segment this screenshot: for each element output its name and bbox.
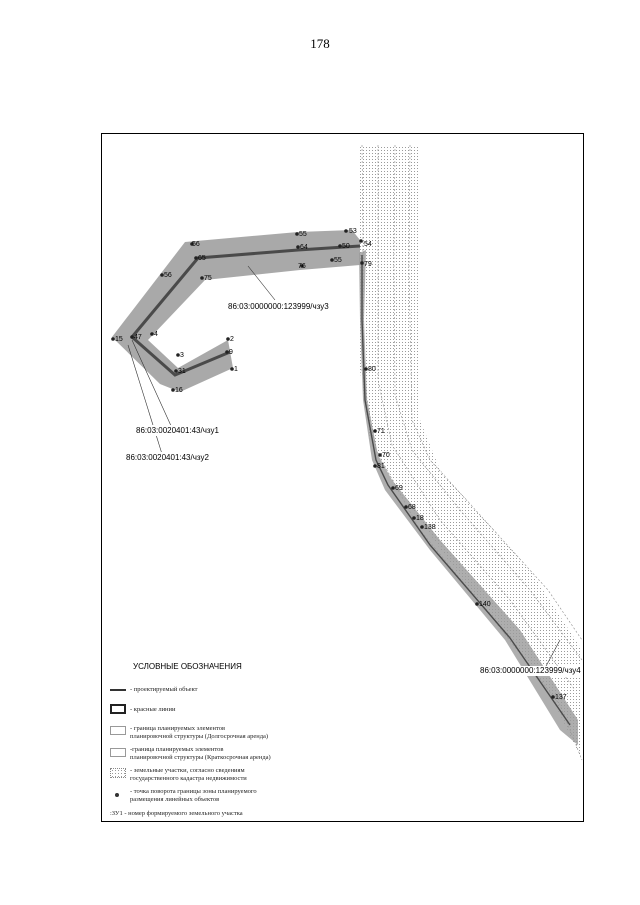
- point-label: 137: [555, 694, 567, 701]
- point-label: 2: [230, 336, 234, 343]
- parcel-label-chzu2: 86:03:0020401:43/чзу2: [126, 453, 209, 462]
- legend-title: УСЛОВНЫЕ ОБОЗНАЧЕНИЯ: [133, 662, 242, 671]
- point-label: 138: [424, 524, 436, 531]
- point-label: 71: [377, 428, 385, 435]
- legend-swatch-turning-point: [115, 793, 119, 797]
- point-label: 4: [154, 331, 158, 338]
- point-label: 50: [342, 243, 350, 250]
- point-label: 140: [479, 601, 491, 608]
- legend-text-turning-point: - точка поворота границы зоны планируемого размещения линейных объектов: [130, 788, 257, 803]
- legend-text-cadastral: - земельные участки, согласно сведениям государственного кадастра недвижимости: [130, 767, 247, 782]
- legend-swatch-long-term: [110, 726, 126, 735]
- point-label: 79: [364, 261, 372, 268]
- point-label: 80: [368, 366, 376, 373]
- point-label: 69: [395, 485, 403, 492]
- point-label: 81: [377, 463, 385, 470]
- legend-swatch-cadastral: [110, 768, 126, 778]
- legend-swatch-red-lines: [110, 704, 126, 714]
- page-number: 178: [310, 36, 330, 51]
- legend-text-long-term: - граница планируемых элементов планировочной структуры (Долгосрочная аренда): [130, 725, 269, 740]
- point-label: 55: [334, 257, 342, 264]
- point-label: 18: [416, 515, 424, 522]
- point-label: 55: [299, 231, 307, 238]
- point-label: 1: [234, 366, 238, 373]
- point-label: 64: [300, 244, 308, 251]
- parcel-label-chzu4: 86:03:0000000:123999/чзу4: [480, 666, 581, 675]
- point-label: 65: [198, 255, 206, 262]
- point-label: 54: [364, 241, 372, 248]
- point-label: 53: [349, 228, 357, 235]
- point-label: 3: [180, 352, 184, 359]
- point-label: 15: [115, 336, 123, 343]
- legend-swatch-short-term: [110, 748, 126, 757]
- legend-swatch-project: [110, 689, 126, 691]
- legend-text-red-lines: - красные линии: [130, 706, 176, 713]
- legend-text-project: - проектируемый объект: [130, 686, 198, 693]
- parcel-label-chzu1: 86:03:0020401:43/чзу1: [136, 426, 219, 435]
- legend-text-parcel-number: :ЗУ1 - номер формируемого земельного участка: [110, 810, 243, 817]
- point-label: 76: [298, 263, 306, 270]
- point-label: 56: [192, 241, 200, 248]
- point-label: 9: [229, 349, 233, 356]
- point-label: 47: [134, 334, 142, 341]
- point-label: 70: [382, 452, 390, 459]
- point-label: 68: [408, 504, 416, 511]
- parcel-label-chzu3: 86:03:0000000:123999/чзу3: [228, 302, 329, 311]
- point-label: 16: [175, 387, 183, 394]
- point-label: 56: [164, 272, 172, 279]
- legend-text-short-term: -граница планируемых элементов планировочной структуры (Краткосрочная аренда): [130, 746, 271, 761]
- point-label: 75: [204, 275, 212, 282]
- point-label: 31: [178, 368, 186, 375]
